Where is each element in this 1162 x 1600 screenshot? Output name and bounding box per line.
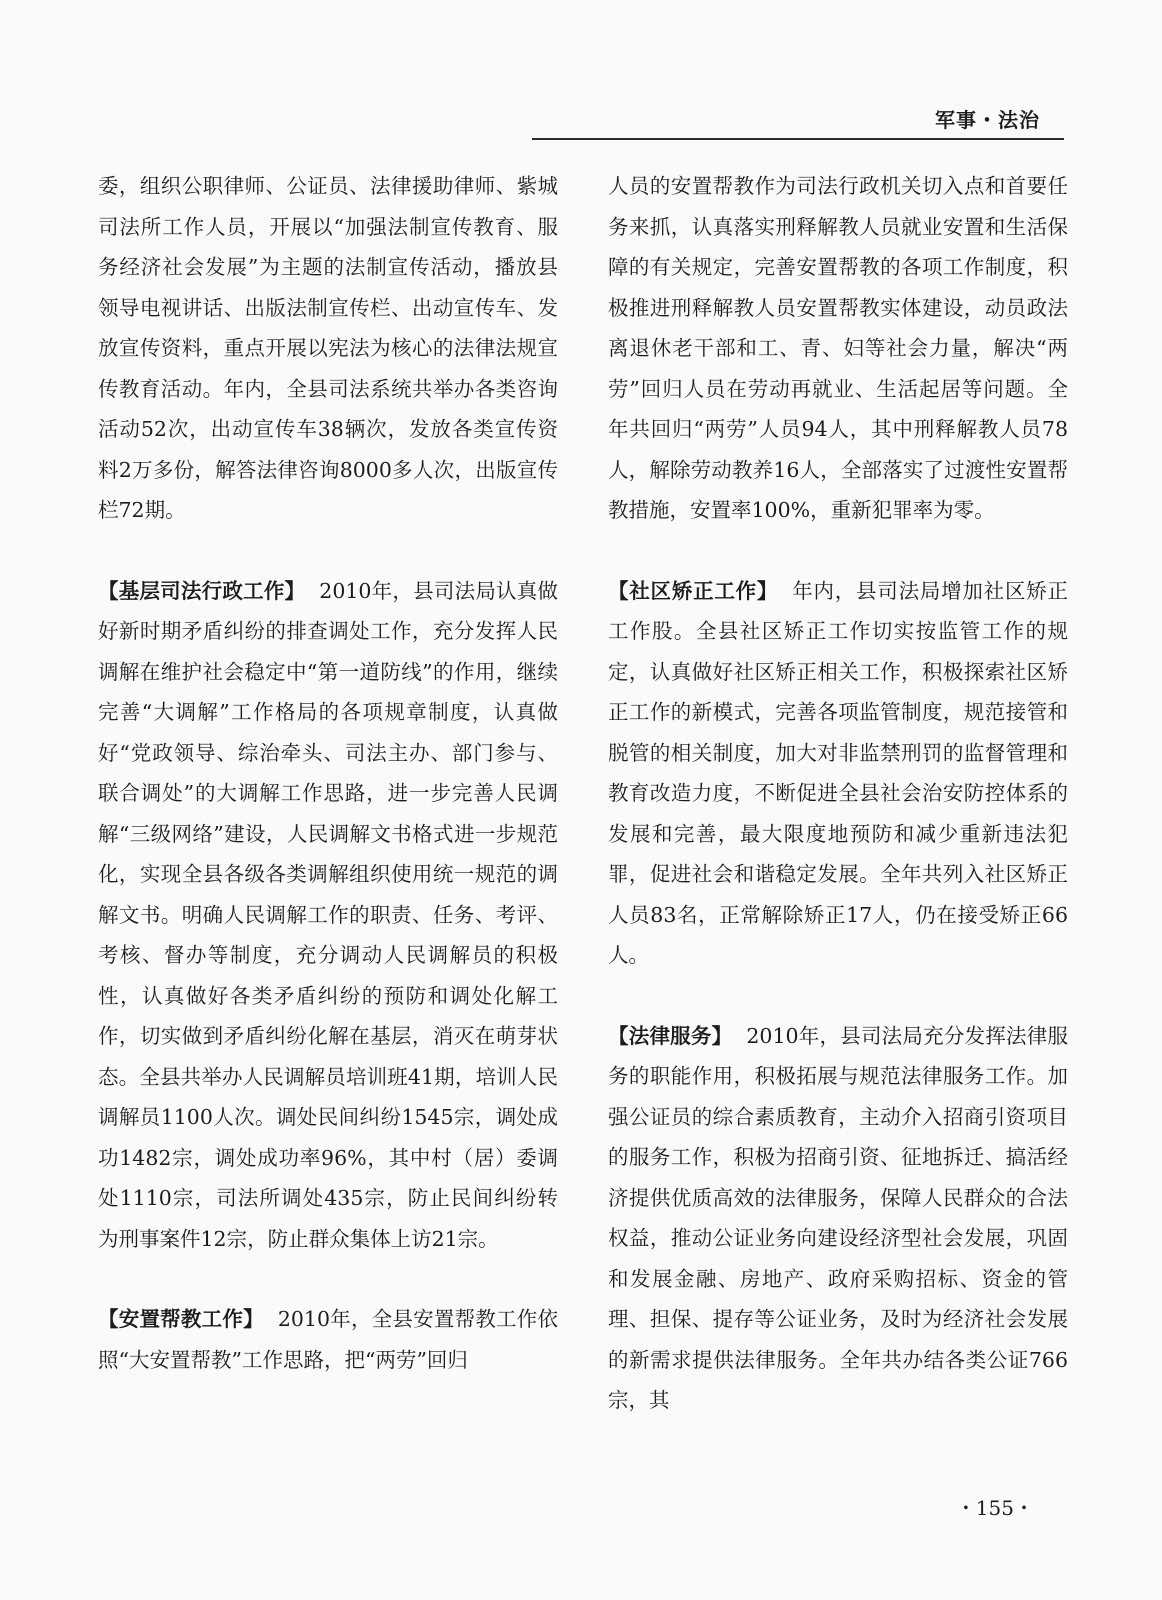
running-head-section: 军事・法治 [935, 108, 1040, 132]
section-heading: 【基层司法行政工作】 [98, 578, 306, 603]
section-community-correction [608, 571, 1068, 976]
section-body: 2010年，县司法局认真做好新时期矛盾纠纷的排查调处工作，充分发挥人民调解在维护社会稳定中“第一道防线”的作用，继续完善“大调解”工作格局的各项规章制度，认真做好“党政领导、综治牵头、司法主办、部门参与、联合调处”的大调解工作思路，进一步完善人民调解“三级网络”建设，人民调解文书格式进一步规范化，实现全县各级各类调解组织使用统一规范的调解文书。明确人民调解工作的职责、任务、考评、考核、督办等制度，充分调动人民调解员的积极性，认真做好各类矛盾纠纷的预防和调处化解工作，切实做到矛盾纠纷化解在基层，消灭在萌芽状态。全县共举办人民调解员培训班41期，培训人民调解员1100人次。调处民间纠纷1545宗，调处成功1482宗，调处成功率96%，其中村（居）委调处1110宗，司法所调处435宗，防止民间纠纷转为刑事案件12宗，防止群众集体上访21宗。 [98, 578, 559, 1251]
section-legal-services [608, 1016, 1068, 1421]
left-column [98, 166, 558, 1380]
section-heading: 【安置帮教工作】 [98, 1307, 264, 1331]
continued-paragraph: 委，组织公职律师、公证员、法律援助律师、紫城司法所工作人员，开展以“加强法制宣传教育、服务经济社会发展”为主题的法制宣传活动，播放县领导电视讲话、出版法制宣传栏、出动宣传车、发放宣传资料，重点开展以宪法为核心的法律法规宣传教育活动。年内，全县司法系统共举办各类咨询活动52次，出动宣传车38辆次，发放各类宣传资料2万多份，解答法律咨询8000多人次，出版宣传栏72期。 [98, 174, 558, 522]
section-heading: 【社区矫正工作】 [608, 578, 779, 603]
header-rule [532, 138, 1064, 140]
section-grassroots [98, 571, 558, 1260]
section-heading: 【法律服务】 [608, 1023, 733, 1048]
section-resettlement [98, 1299, 558, 1380]
section-body: 年内，县司法局增加社区矫正工作股。全县社区矫正工作切实按监管工作的规定，认真做好社区矫正相关工作，积极探索社区矫正工作的新模式，完善各项监管制度，规范接管和脱管的相关制度，加大对非监禁刑罚的监督管理和教育改造力度，不断促进全县社会治安防控体系的发展和完善，最大限度地预防和减少重新违法犯罪，促进社会和谐稳定发展。全年共列入社区矫正人员83名，正常解除矫正17人，仍在接受矫正66人。 [608, 578, 1069, 967]
right-column [608, 166, 1068, 1421]
section-body: 2010年，全县安置帮教工作依照“大安置帮教”工作思路，把“两劳”回归 [98, 1307, 559, 1372]
section-body: 2010年，县司法局充分发挥法律服务的职能作用，积极拓展与规范法律服务工作。加强公证员的综合素质教育，主动介入招商引资项目的服务工作，积极为招商引资、征地拆迁、搞活经济提供优质高效的法律服务，保障人民群众的合法权益，推动公证业务向建设经济型社会发展，巩固和发展金融、房地产、政府采购招标、资金的管理、担保、提存等公证业务，及时为经济社会发展的新需求提供法律服务。全年共办结各类公证766宗，其 [608, 1023, 1069, 1412]
continued-paragraph: 人员的安置帮教作为司法行政机关切入点和首要任务来抓，认真落实刑释解教人员就业安置和生活保障的有关规定，完善安置帮教的各项工作制度，积极推进刑释解教人员安置帮教实体建设，动员政法离退休老干部和工、青、妇等社会力量，解决“两劳”回归人员在劳动再就业、生活起居等问题。全年共回归“两劳”人员94人，其中刑释解教人员78人，解除劳动教养16人，全部落实了过渡性安置帮教措施，安置率100%，重新犯罪率为零。 [608, 174, 1068, 522]
page-number: ・155・ [955, 1496, 1034, 1520]
